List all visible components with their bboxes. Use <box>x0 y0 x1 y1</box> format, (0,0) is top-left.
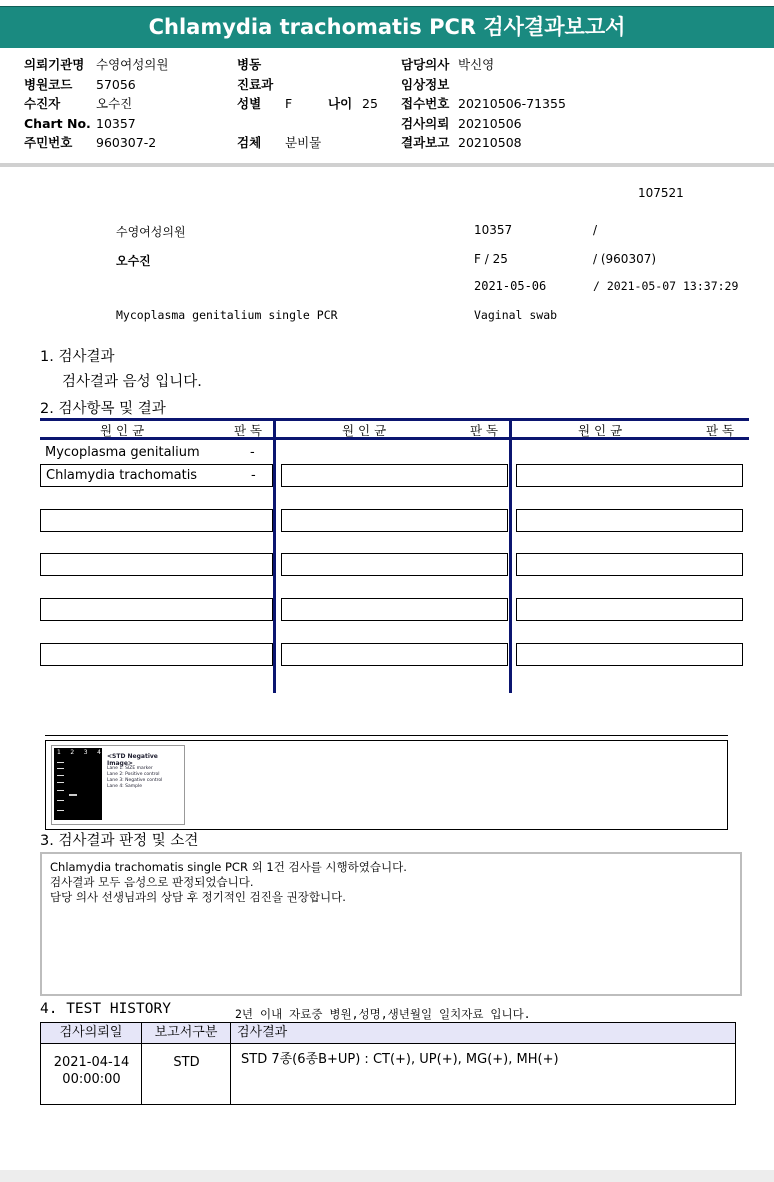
history-header-date: 검사의뢰일 <box>41 1023 142 1044</box>
header-separator <box>0 163 774 167</box>
gel-band <box>57 775 64 776</box>
gel-figure <box>51 745 185 825</box>
section-1-title: 1. 검사결과 <box>40 349 115 365</box>
history-date: 2021-04-14 00:00:00 <box>53 1055 130 1087</box>
section-1-text: 검사결과 음성 입니다. <box>62 374 202 390</box>
info-reported: / 2021-05-07 13:37:29 <box>593 279 739 293</box>
info-sex-age: F / 25 <box>474 252 508 266</box>
table-row <box>40 464 273 487</box>
history-note: 2년 이내 자료중 병원,성명,생년월일 일치자료 입니다. <box>235 1007 531 1021</box>
gel-title: <STD Negative Image> <box>107 753 158 767</box>
header-col2 <box>237 55 397 153</box>
empty-cell <box>281 643 508 666</box>
col-header-pathogen: 원 인 균 <box>100 423 145 438</box>
sex-label: 성별 <box>237 96 262 111</box>
section-4-title: 4. TEST HISTORY <box>40 1001 171 1017</box>
pathogen-name: Mycoplasma genitalium <box>45 445 200 460</box>
gel-electrophoresis-image <box>54 748 102 820</box>
history-header-result: 검사결과 <box>231 1023 735 1044</box>
bottom-bar <box>0 1170 774 1182</box>
pathogen-result: - <box>251 468 256 483</box>
gel-band <box>69 794 77 796</box>
info-birth: / (960307) <box>593 252 657 266</box>
empty-cell <box>40 598 273 621</box>
info-specimen: Vaginal swab <box>474 308 558 322</box>
header-col3 <box>401 55 566 153</box>
header-row: Chart No. 10357 <box>24 115 136 131</box>
pathogen-name: Chlamydia trachomatis <box>46 468 198 483</box>
gel-band <box>57 800 64 801</box>
gel-top-line <box>45 735 728 736</box>
specimen-value: 분비물 <box>285 135 322 150</box>
col-header-group-2 <box>276 421 509 437</box>
col-header-pathogen: 원 인 균 <box>578 423 623 438</box>
header-row: 병원코드 57056 <box>24 76 136 92</box>
empty-cell <box>281 553 508 576</box>
age-value: 25 <box>362 96 378 111</box>
history-header-type: 보고서구분 <box>142 1023 231 1044</box>
col-header-pathogen: 원 인 균 <box>342 423 387 438</box>
col-header-judge: 판 독 <box>234 423 263 438</box>
empty-cell <box>281 464 508 487</box>
col-header-group-3 <box>512 421 749 437</box>
info-test-name: Mycoplasma genitalium single PCR <box>116 308 338 322</box>
info-patient: 오수진 <box>116 254 151 268</box>
ward-label: 병동 <box>237 57 262 72</box>
report-number: 107521 <box>638 186 684 200</box>
section-2-title: 2. 검사항목 및 결과 <box>40 401 166 417</box>
gel-band <box>57 782 64 783</box>
gel-band <box>57 810 64 811</box>
gel-band <box>57 762 64 763</box>
header-row: 주민번호 960307-2 <box>24 135 157 150</box>
history-result: STD 7종(6종B+UP) : CT(+), UP(+), MG(+), MH(+) <box>241 1052 559 1067</box>
empty-cell <box>281 509 508 532</box>
gel-band <box>57 768 64 769</box>
info-slash: / <box>593 223 598 237</box>
empty-cell <box>516 464 743 487</box>
history-divider <box>230 1044 231 1104</box>
header-col1 <box>24 55 168 153</box>
empty-cell <box>40 553 273 576</box>
history-table <box>40 1022 736 1105</box>
empty-cell <box>40 509 273 532</box>
header-row: 수진자 오수진 <box>24 96 133 111</box>
empty-cell <box>516 509 743 532</box>
empty-cell <box>516 643 743 666</box>
age-label: 나이 <box>328 96 353 111</box>
gel-lane-labels: 1 2 3 4 <box>57 749 101 756</box>
header-row: 임상정보 <box>401 76 450 92</box>
gel-legend: Lane 1: SIZE marker Lane 2: Positive control Lane 3: Negative control Lane 4: Sample <box>107 766 163 789</box>
header-row: 검사의뢰 20210506 <box>401 115 522 131</box>
specimen-label: 검체 <box>237 135 262 150</box>
empty-cell <box>516 553 743 576</box>
history-type: STD <box>173 1055 200 1070</box>
info-chart: 10357 <box>474 223 513 237</box>
table-divider <box>509 418 512 693</box>
col-header-judge: 판 독 <box>706 423 735 438</box>
header-row: 담당의사 박신영 <box>401 57 495 72</box>
gel-band <box>57 790 64 791</box>
table-header-line <box>40 437 749 440</box>
empty-cell <box>40 643 273 666</box>
sex-value: F <box>285 96 293 111</box>
dept-label: 진료과 <box>237 76 274 92</box>
table-row <box>40 442 278 464</box>
header-row: 결과보고 20210508 <box>401 135 522 150</box>
col-header-group-1 <box>40 421 273 437</box>
col-header-judge: 판 독 <box>470 423 499 438</box>
empty-cell <box>281 598 508 621</box>
opinion-box <box>40 852 742 996</box>
opinion-text: Chlamydia trachomatis single PCR 외 1건 검사를 시행하였습니다. 검사결과 모두 음성으로 판정되었습니다. 담당 의사 선생님과의 상담 후 정기적인 검진을 권장합니다. <box>50 860 407 904</box>
info-clinic: 수영여성의원 <box>116 225 186 239</box>
info-received: 2021-05-06 <box>474 279 547 293</box>
section-3-title: 3. 검사결과 판정 및 소견 <box>40 833 199 849</box>
pathogen-result: - <box>250 445 255 460</box>
empty-cell <box>516 598 743 621</box>
header-row: 접수번호 20210506-71355 <box>401 96 566 111</box>
report-title: Chlamydia trachomatis PCR 검사결과보고서 <box>0 6 774 48</box>
header-row: 의뢰기관명 수영여성의원 <box>24 57 169 72</box>
